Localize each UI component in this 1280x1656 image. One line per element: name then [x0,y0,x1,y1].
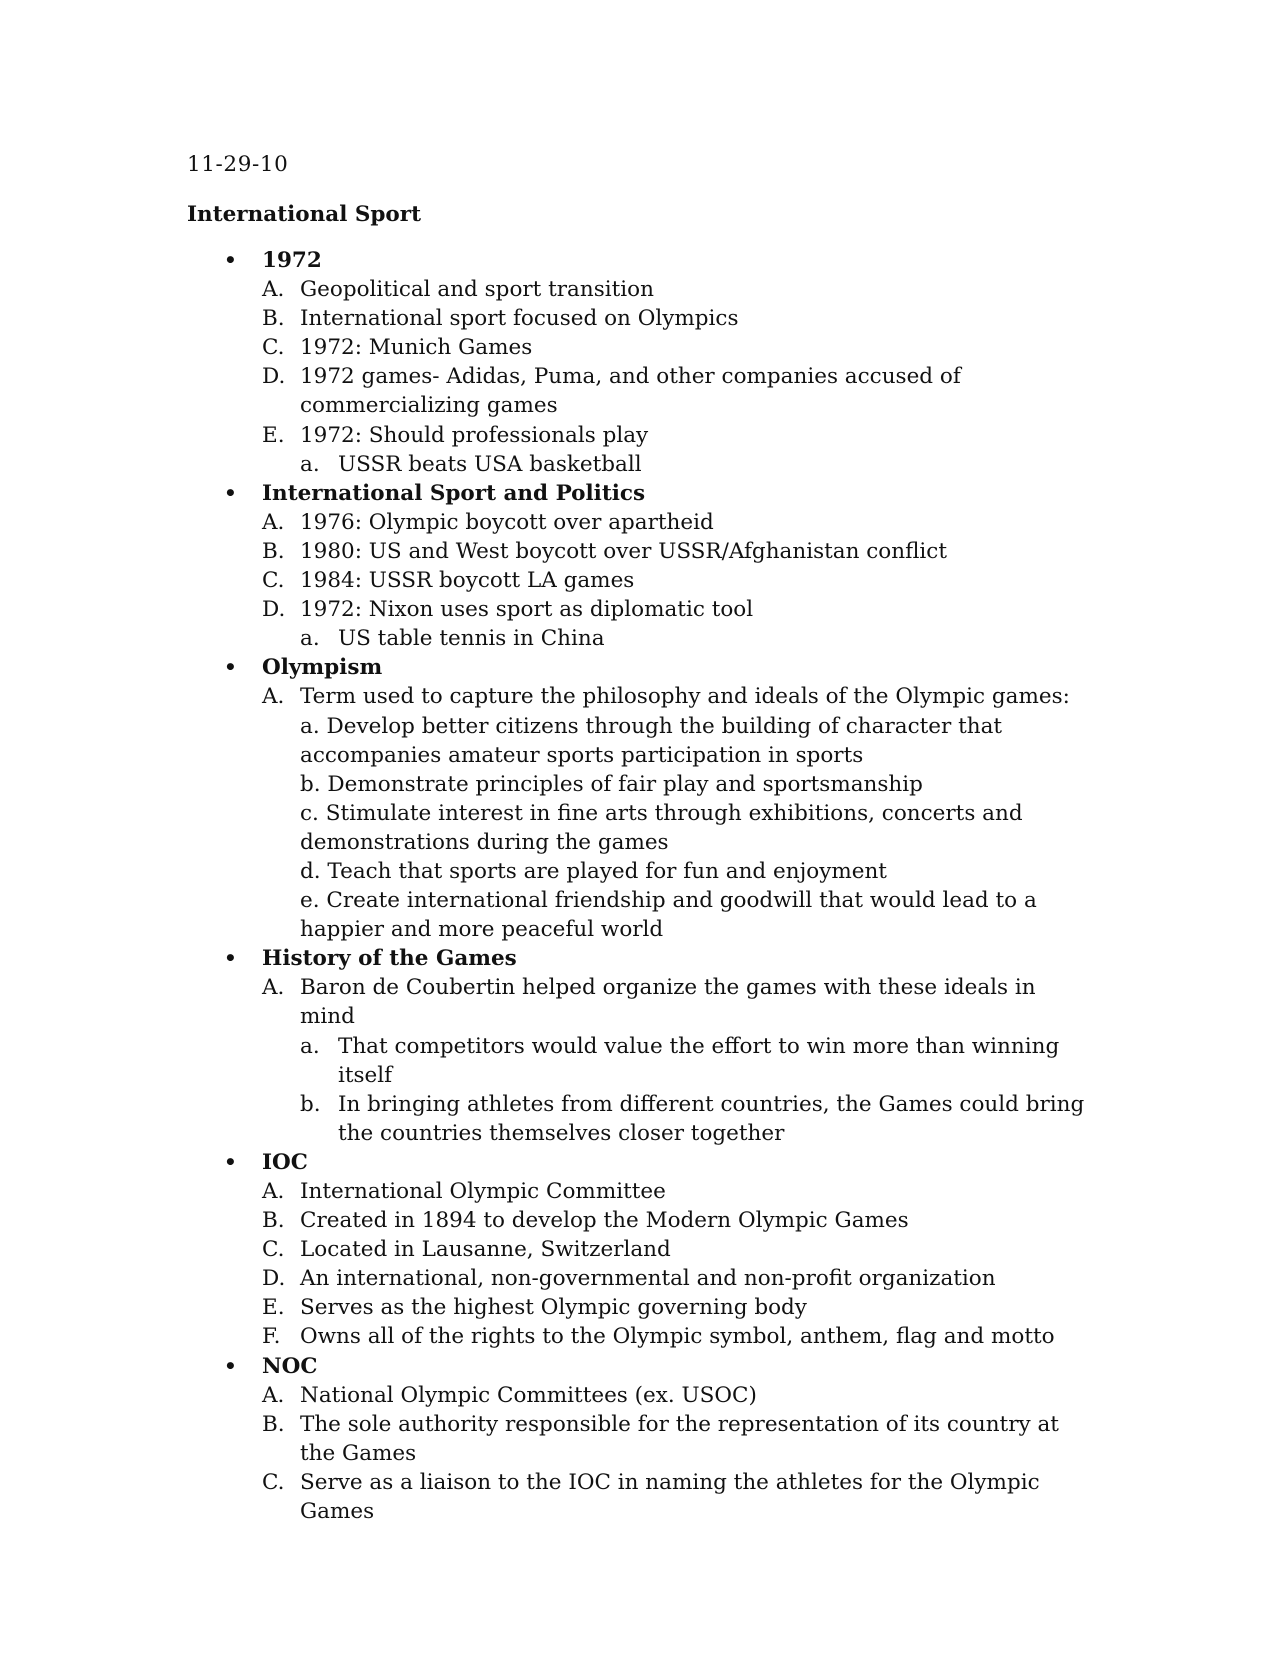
outline-item [0,421,1090,450]
outline-item [0,566,1090,595]
ideal-paragraph: e. Create international friendship and goodwill that would lead to a happier and more peaceful world [300,888,1037,943]
outline-item [0,333,1090,362]
bullet-icon: • [224,1353,237,1378]
outline-item [0,1410,1090,1468]
outline-item [0,275,1090,304]
outline-item [0,1235,1090,1264]
outline-item-text: Serve as a liaison to the IOC in naming the athletes for the Olympic Games [300,1469,1040,1525]
outline-item [0,1468,1090,1526]
outline-item-marker: B. [262,538,285,564]
outline-item [0,973,1090,1031]
outline-subitem [0,624,1090,653]
section-heading-text: NOC [262,1353,318,1379]
outline-item-marker: A. [262,1382,285,1408]
section-heading-text: 1972 [262,248,322,273]
outline-item-marker: F. [262,1324,281,1350]
bullet-icon: • [224,1149,237,1174]
section-heading [0,1148,1280,1177]
outline-subitem-text: USSR beats USA basketball [338,451,642,477]
outline-item-marker: B. [262,1411,285,1437]
outline-item-marker: C. [262,568,285,594]
bullet-icon: • [224,946,237,971]
outline-subitem-marker: a. [300,451,320,477]
outline-item-text: Baron de Coubertin helped organize the games with these ideals in mind [300,975,1036,1030]
outline-item-text: 1980: US and West boycott over USSR/Afghanistan conflict [300,538,947,564]
outline-item-text: An international, non-governmental and non-profit organization [300,1266,996,1292]
outline-subitem-text: That competitors would value the effort to win more than winning itself [338,1033,1060,1088]
outline-item-marker: D. [262,1266,286,1292]
outline-item [0,1381,1090,1410]
outline-item-marker: A. [262,509,285,535]
outline-item-text: Serves as the highest Olympic governing body [300,1295,807,1321]
outline-item [0,1293,1090,1322]
document-title: International Sport [187,202,422,227]
outline-item-marker: A. [262,277,285,303]
outline-item [0,1322,1090,1351]
outline-item-marker: A. [262,975,285,1001]
outline-item-marker: C. [262,335,285,361]
section-heading [0,653,1280,682]
outline-subitem [0,1090,1090,1148]
section-heading [0,1352,1280,1381]
outline-item-marker: D. [262,364,286,390]
outline-subitem-marker: b. [300,1091,321,1117]
outline-item-marker: E. [262,422,285,448]
outline-item-text: Owns all of the rights to the Olympic symbol, anthem, flag and motto [300,1324,1055,1350]
outline-item-text: Located in Lausanne, Switzerland [300,1237,671,1263]
ideal-paragraph: b. Demonstrate principles of fair play and sportsmanship [300,771,923,797]
outline-item-marker: A. [262,684,285,710]
outline [0,246,1280,1526]
outline-item-text: International Olympic Committee [300,1179,666,1204]
outline-item [0,508,1090,537]
outline-item-marker: C. [262,1469,285,1495]
outline-item-marker: A. [262,1179,285,1204]
outline-subitem-text: In bringing athletes from different countries, the Games could bring the countries themselves closer together [338,1091,1085,1146]
outline-subitem-text: US table tennis in China [338,626,605,652]
outline-item [0,1206,1090,1235]
outline-item-marker: E. [262,1295,285,1321]
outline-item-marker: B. [262,1208,285,1234]
outline-item-text: 1984: USSR boycott LA games [300,568,635,594]
outline-subitem [0,450,1090,479]
outline-item [0,1177,1090,1206]
section-heading-text: History of the Games [262,946,517,972]
ideal-paragraph: d. Teach that sports are played for fun and enjoyment [300,858,887,884]
outline-item-text: Geopolitical and sport transition [300,277,654,303]
outline-item-text: International sport focused on Olympics [300,306,739,332]
outline-subitem [0,1032,1090,1090]
bullet-icon: • [224,480,237,505]
section-heading-text: Olympism [262,655,383,681]
outline-item [0,304,1090,333]
outline-item-text: 1972 games- Adidas, Puma, and other companies accused of commercializing games [300,364,961,419]
outline-item-text: National Olympic Committees (ex. USOC) [300,1382,757,1408]
outline-item-text: 1972: Should professionals play [300,422,649,448]
outline-item [0,362,1090,420]
outline-item-text: Created in 1894 to develop the Modern Olympic Games [300,1208,909,1234]
ideal-paragraph: a. Develop better citizens through the building of character that accompanies amateur sports participation in sports [300,713,1003,768]
bullet-icon: • [224,655,237,680]
section-heading [0,479,1280,508]
outline-item-text: 1972: Munich Games [300,335,533,361]
outline-item [0,537,1090,566]
outline-item-text: 1976: Olympic boycott over apartheid [300,509,714,535]
section-heading-text: International Sport and Politics [262,480,646,506]
outline-item-text: The sole authority responsible for the representation of its country at the Games [300,1411,1059,1466]
bullet-icon: • [224,248,237,272]
ideal-paragraph: c. Stimulate interest in fine arts through exhibitions, concerts and demonstrations during the games [300,800,1023,855]
outline-item-marker: B. [262,306,285,332]
outline-item [0,682,1090,711]
outline-item-marker: C. [262,1237,285,1263]
outline-item-marker: D. [262,597,286,623]
outline-item-text: Term used to capture the philosophy and ideals of the Olympic games: [300,684,1070,710]
outline-item [0,1264,1090,1293]
section-heading [0,246,1280,275]
document-date: 11-29-10 [187,152,289,177]
outline-item [0,595,1090,624]
section-heading [0,944,1280,973]
section-heading-text: IOC [262,1149,308,1175]
outline-subitem-marker: a. [300,626,320,652]
outline-item-text: 1972: Nixon uses sport as diplomatic tool [300,597,754,623]
outline-subitem-marker: a. [300,1033,320,1059]
